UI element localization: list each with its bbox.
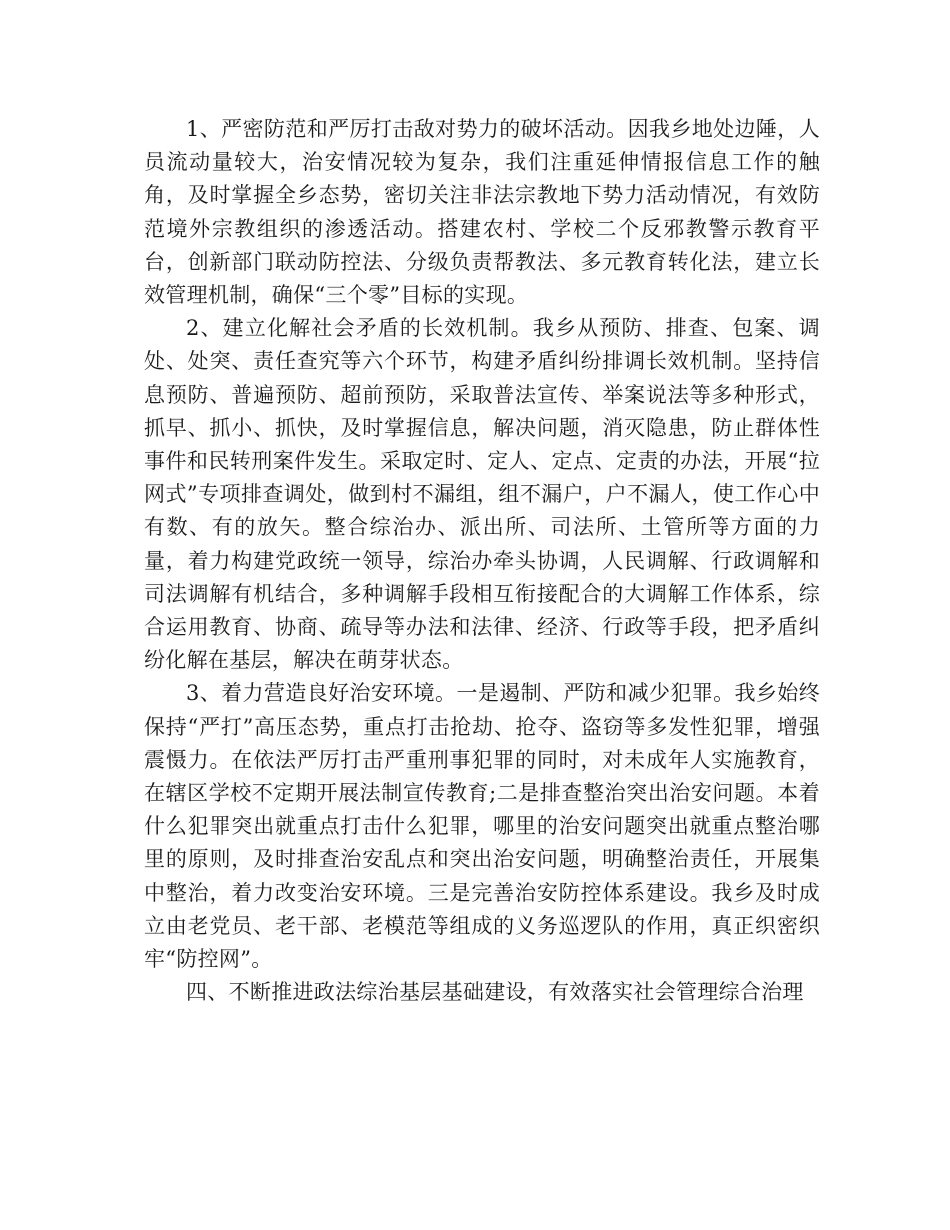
- paragraph-4-heading: 四、不断推进政法综治基层基础建设，有效落实社会管理综合治理: [186, 980, 804, 1005]
- paragraph-3: 3、着力营造良好治安环境。一是遏制、严防和减少犯罪。我乡始终保持“严打”高压态势，重点打击抢劫、抢夺、盗窃等多发性犯罪，增强震慑力。在依法严厉打击严重刑事犯罪的同时，对未成年人实施教育，在辖区学校不定期开展法制宣传教育;二是排查整治突出治安问题。本着什么犯罪突出就重点打击什么犯罪，哪里的治安问题突出就重点整治哪里的原则，及时排查治安乱点和突出治安问题，明确整治责任，开展集中整治，着力改变治安环境。三是完善治安防控体系建设。我乡及时成立由老党员、老干部、老模范等组成的义务巡逻队的作用，真正织密织牢“防控网”。: [144, 681, 820, 972]
- paragraph-2: 2、建立化解社会矛盾的长效机制。我乡从预防、排查、包案、调处、处突、责任查究等六个环节，构建矛盾纠纷排调长效机制。坚持信息预防、普遍预防、超前预防，采取普法宣传、举案说法等多种形式，抓早、抓小、抓快，及时掌握信息，解决问题，消灭隐患，防止群体性事件和民转刑案件发生。采取定时、定人、定点、定责的办法，开展“拉网式”专项排查调处，做到村不漏组，组不漏户，户不漏人，使工作心中有数、有的放矢。整合综治办、派出所、司法所、土管所等方面的力量，着力构建党政统一领导，综治办牵头协调，人民调解、行政调解和司法调解有机结合，多种调解手段相互衔接配合的大调解工作体系，综合运用教育、协商、疏导等办法和法律、经济、行政等手段，把矛盾纠纷化解在基层，解决在萌芽状态。: [144, 316, 820, 673]
- paragraph-1: 1、严密防范和严厉打击敌对势力的破坏活动。因我乡地处边陲，人员流动量较大，治安情况较为复杂，我们注重延伸情报信息工作的触角，及时掌握全乡态势，密切关注非法宗教地下势力活动情况，有效防范境外宗教组织的渗透活动。搭建农村、学校二个反邪教警示教育平台，创新部门联动防控法、分级负责帮教法、多元教育转化法，建立长效管理机制，确保“三个零”目标的实现。: [144, 117, 820, 308]
- document-body: [144, 113, 820, 1009]
